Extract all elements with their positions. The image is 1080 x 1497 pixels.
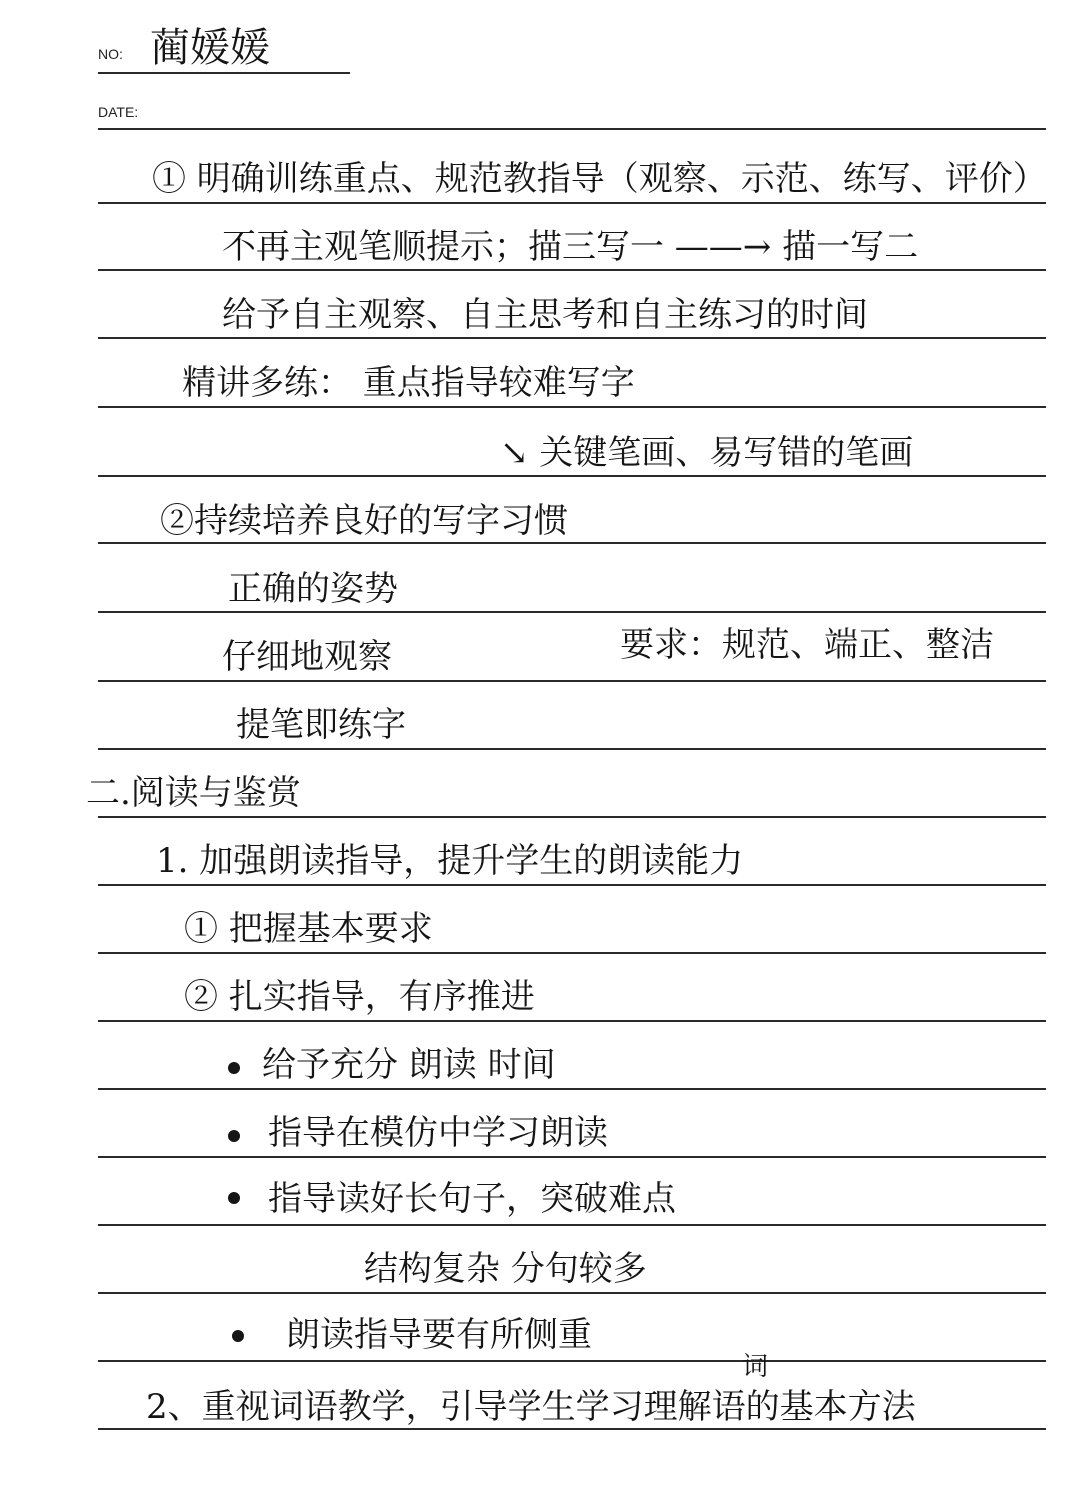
ruled-line xyxy=(98,952,1046,954)
note-line-2: 不再主观笔顺提示；描三写一 ——→ 描一写二 xyxy=(222,227,919,267)
bullet-dot xyxy=(228,1130,240,1142)
ruled-line xyxy=(98,337,1046,339)
note-line-16: 指导读好长句子，突破难点 xyxy=(268,1179,676,1219)
note-line-11: 1. 加强朗读指导，提升学生的朗读能力 xyxy=(156,841,744,881)
note-line-5: ↘ 关键笔画、易写错的笔画 xyxy=(500,433,914,473)
ruled-line xyxy=(98,1360,1046,1362)
ruled-line xyxy=(98,406,1046,408)
ruled-line xyxy=(98,1156,1046,1158)
note-line-14: 给予充分 朗读 时间 xyxy=(262,1045,556,1085)
note-line-6: ②持续培养良好的写字习惯 xyxy=(160,501,568,541)
note-line-9: 提笔即练字 xyxy=(236,705,406,745)
date-rule xyxy=(98,128,1046,130)
no-label: NO: xyxy=(98,46,123,62)
ruled-line xyxy=(98,475,1046,477)
bullet-dot xyxy=(228,1192,240,1204)
ruled-line xyxy=(98,680,1046,682)
ruled-line xyxy=(98,202,1046,204)
note-line-13: ② 扎实指导，有序推进 xyxy=(184,977,535,1017)
ruled-line xyxy=(98,1292,1046,1294)
note-line-8: 仔细地观察 xyxy=(222,637,392,677)
note-line-4: 精讲多练： 重点指导较难写字 xyxy=(182,363,635,403)
ruled-line xyxy=(98,816,1046,818)
ruled-line xyxy=(98,1020,1046,1022)
ruled-line xyxy=(98,1428,1046,1430)
ruled-line xyxy=(98,611,1046,613)
ruled-line xyxy=(98,1224,1046,1226)
note-line-19: 2、重视词语教学，引导学生学习理解语的基本方法 xyxy=(146,1387,916,1427)
ruled-line xyxy=(98,1088,1046,1090)
note-line-15: 指导在模仿中学习朗读 xyxy=(268,1113,608,1153)
no-value: 蔺媛媛 xyxy=(150,25,270,71)
bullet-dot xyxy=(228,1062,240,1074)
note-line-7: 正确的姿势 xyxy=(228,569,398,609)
section-heading-reading: 二.阅读与鉴赏 xyxy=(86,773,301,813)
date-label: DATE: xyxy=(98,104,139,120)
note-line-8-requirement: 要求：规范、端正、整洁 xyxy=(620,625,994,665)
ruled-line xyxy=(98,269,1046,271)
note-line-18: 朗读指导要有所侧重 xyxy=(286,1315,592,1355)
bullet-dot xyxy=(232,1330,244,1342)
note-line-1: ① 明确训练重点、规范教指导（观察、示范、练写、评价） xyxy=(152,159,1047,199)
note-line-17: 结构复杂 分句较多 xyxy=(364,1249,647,1289)
ruled-line xyxy=(98,748,1046,750)
no-rule xyxy=(98,72,350,74)
ruled-line xyxy=(98,884,1046,886)
insertion-mark-word: 词 xyxy=(742,1352,769,1382)
note-line-3: 给予自主观察、自主思考和自主练习的时间 xyxy=(222,295,868,335)
note-line-12: ① 把握基本要求 xyxy=(184,909,433,949)
ruled-line xyxy=(98,542,1046,544)
